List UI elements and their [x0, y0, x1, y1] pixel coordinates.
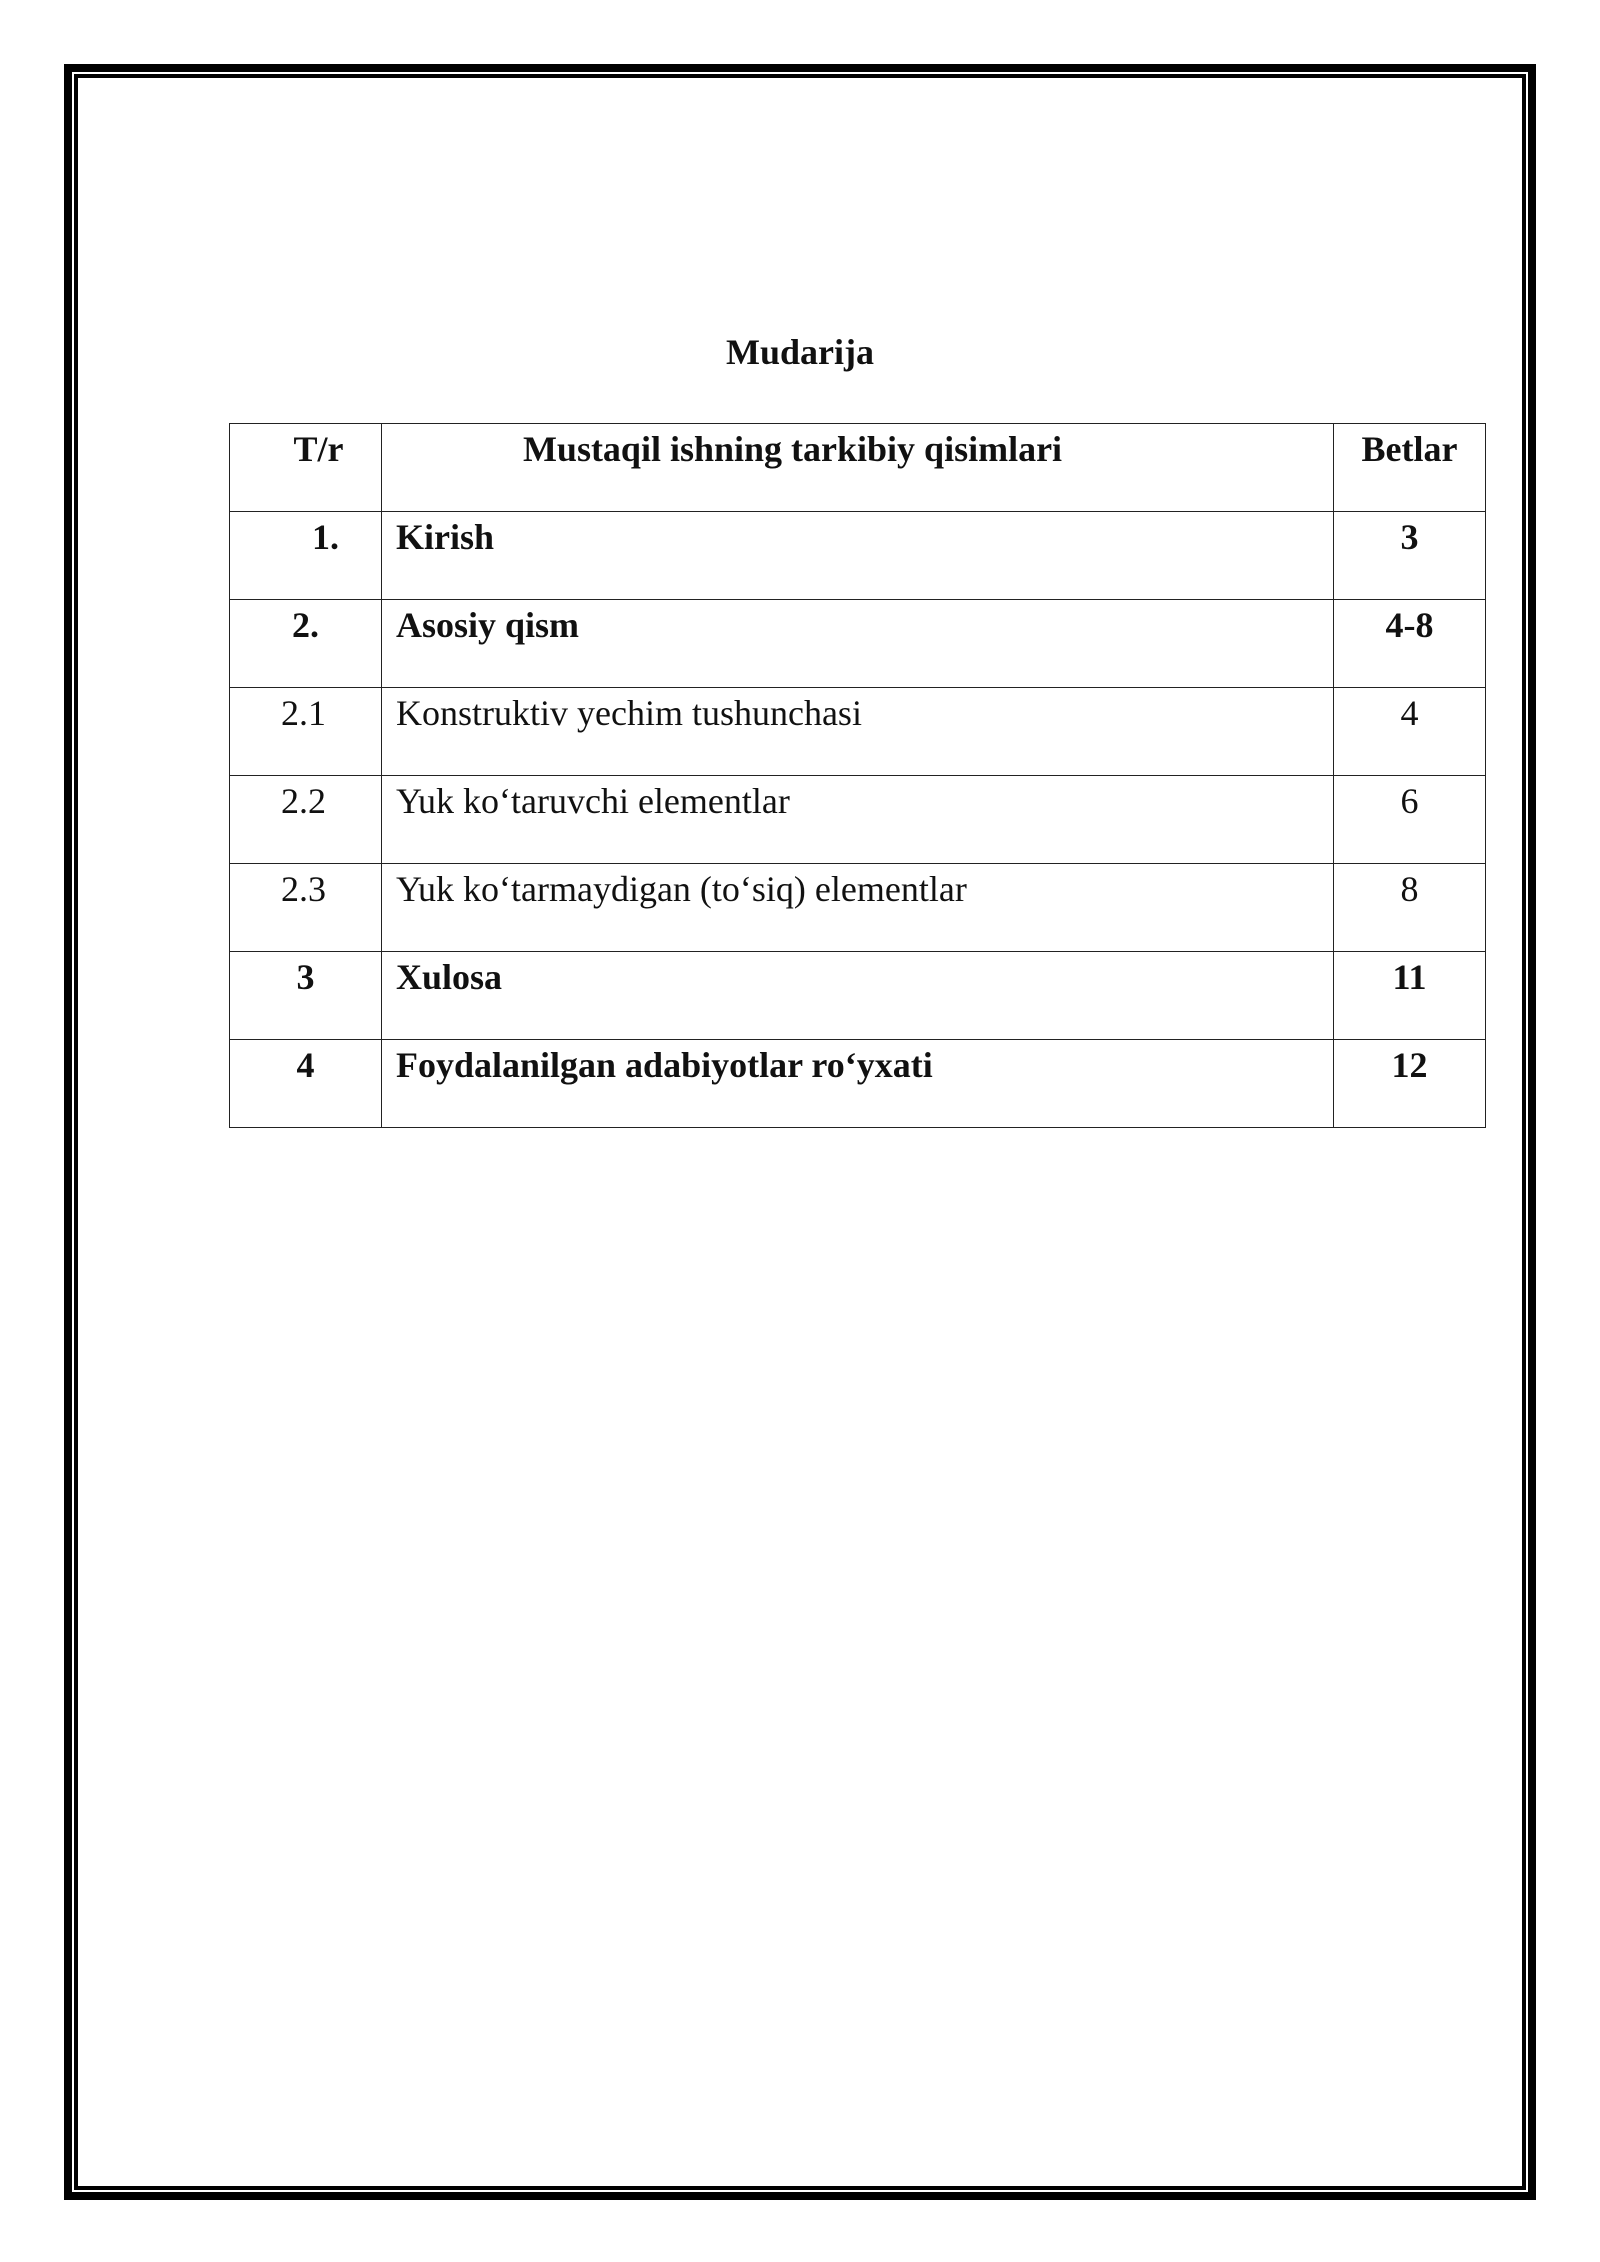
row-number: 2.2 [230, 776, 382, 864]
row-number: 1. [230, 512, 382, 600]
row-section-title: Kirish [382, 512, 1334, 600]
table-row [230, 512, 1486, 600]
row-section-title: Yuk ko‘tarmaydigan (to‘siq) elementlar [382, 864, 1334, 952]
row-number: 2. [230, 600, 382, 688]
table-row [230, 1040, 1486, 1128]
row-section-title: Yuk ko‘taruvchi elementlar [382, 776, 1334, 864]
row-section-title: Konstruktiv yechim tushunchasi [382, 688, 1334, 776]
header-number: T/r [230, 424, 382, 512]
row-number: 2.1 [230, 688, 382, 776]
table-row [230, 952, 1486, 1040]
row-page-number: 4-8 [1334, 600, 1486, 688]
row-number: 4 [230, 1040, 382, 1128]
table-row [230, 600, 1486, 688]
row-section-title: Foydalanilgan adabiyotlar ro‘yxati [382, 1040, 1334, 1128]
page-title: Mudarija [726, 332, 874, 372]
row-section-title: Xulosa [382, 952, 1334, 1040]
row-page-number: 3 [1334, 512, 1486, 600]
row-number: 3 [230, 952, 382, 1040]
row-section-title: Asosiy qism [382, 600, 1334, 688]
row-page-number: 4 [1334, 688, 1486, 776]
table-row [230, 688, 1486, 776]
row-page-number: 11 [1334, 952, 1486, 1040]
table-row [230, 864, 1486, 952]
header-section: Mustaqil ishning tarkibiy qisimlari [382, 424, 1334, 512]
page-border-inner [74, 74, 1526, 2190]
table-row [230, 776, 1486, 864]
row-page-number: 6 [1334, 776, 1486, 864]
row-number: 2.3 [230, 864, 382, 952]
row-page-number: 8 [1334, 864, 1486, 952]
header-pages: Betlar [1334, 424, 1486, 512]
table-header-row [230, 424, 1486, 512]
contents-table [229, 423, 1486, 1128]
row-page-number: 12 [1334, 1040, 1486, 1128]
